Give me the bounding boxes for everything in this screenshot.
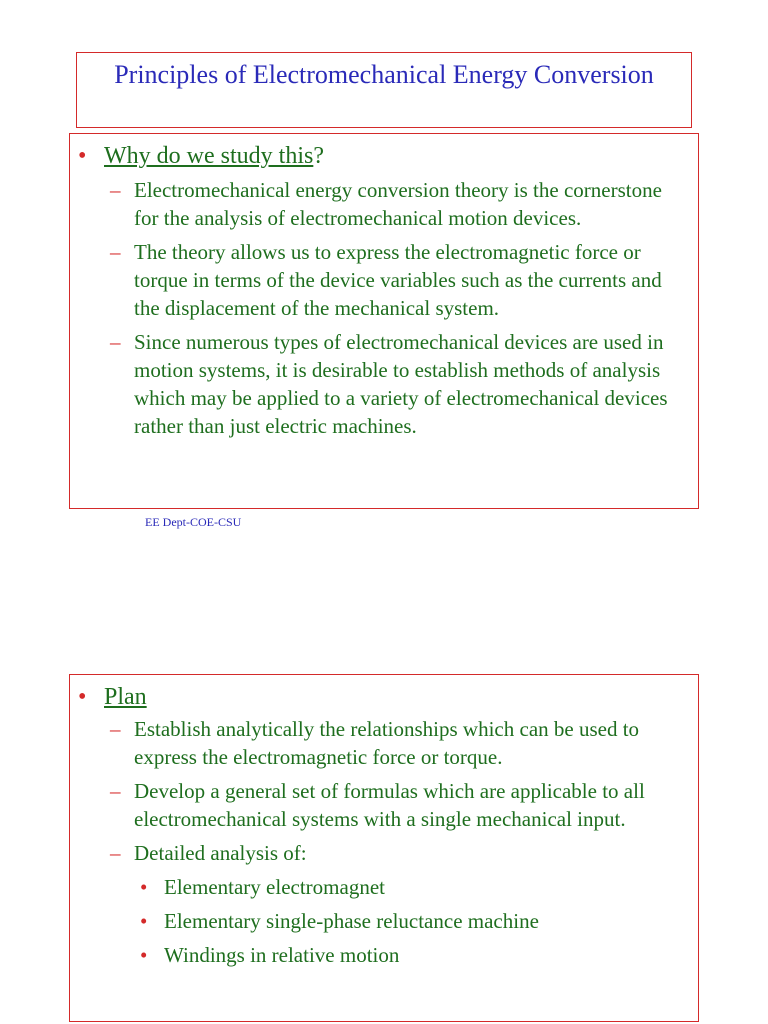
sublist-item — [110, 907, 678, 935]
section-why-study-heading — [78, 140, 324, 172]
list-item-text: Since numerous types of electromechanical devices are used in motion systems, it is desirable to establish methods of analysis which may be applied to a variety of electromechanical devices rather than just electric machines. — [134, 330, 668, 438]
dash-icon: – — [110, 330, 121, 354]
bullet-icon: • — [78, 684, 87, 710]
bullet-icon: • — [78, 143, 87, 169]
sublist-item-text: Elementary single-phase reluctance machine — [164, 909, 539, 933]
list-item-text: The theory allows us to express the electromagnetic force or torque in terms of the device variables such as the currents and the displacement of the mechanical system. — [134, 240, 662, 320]
dash-icon: – — [110, 717, 121, 741]
section-plan-heading — [78, 681, 147, 713]
list-item — [110, 176, 678, 232]
dash-icon: – — [110, 178, 121, 202]
list-item-text: Electromechanical energy conversion theory is the cornerstone for the analysis of electromechanical motion devices. — [134, 178, 662, 230]
dash-icon: – — [110, 779, 121, 803]
slide-title: Principles of Electromechanical Energy Conversion — [114, 60, 654, 89]
footer-text: EE Dept-COE-CSU — [145, 515, 242, 529]
sublist-item-text: Windings in relative motion — [164, 943, 400, 967]
sublist-item — [110, 941, 678, 969]
heading-text: Why do we study this — [104, 143, 314, 169]
list-item-text: Establish analytically the relationships which can be used to express the electromagnetic force or torque. — [134, 717, 640, 769]
section-plan-box — [69, 674, 699, 1022]
list-item — [110, 715, 678, 771]
why-study-list — [110, 176, 678, 446]
sublist-item — [110, 873, 678, 901]
list-item — [110, 328, 678, 440]
list-item — [110, 777, 678, 833]
list-item — [110, 839, 678, 867]
section-why-study-box — [69, 133, 699, 509]
dash-icon: – — [110, 240, 121, 264]
list-item-text: Develop a general set of formulas which are applicable to all electromechanical systems with a single mechanical input. — [134, 779, 645, 831]
heading-text: Plan — [104, 684, 147, 710]
bullet-icon: • — [140, 943, 148, 967]
slide-title-box — [76, 52, 692, 128]
heading-suffix: ? — [313, 143, 324, 169]
bullet-icon: • — [140, 875, 148, 899]
list-item — [110, 238, 678, 322]
dash-icon: – — [110, 841, 121, 865]
plan-list — [110, 715, 678, 975]
detailed-analysis-sublist — [110, 873, 678, 969]
list-item-text: Detailed analysis of: — [134, 841, 307, 865]
bullet-icon: • — [140, 909, 148, 933]
sublist-item-text: Elementary electromagnet — [164, 875, 385, 899]
